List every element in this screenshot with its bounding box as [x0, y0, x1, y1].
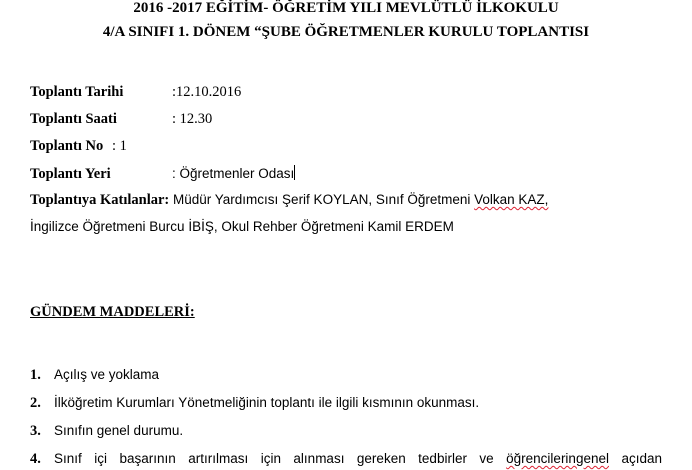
agenda-item-text: Açılış ve yoklama	[54, 367, 160, 382]
agenda-item-1	[30, 367, 159, 384]
participants-label: Toplantıya Katılanlar:	[30, 192, 170, 208]
meeting-time-label: Toplantı Saati	[30, 111, 117, 127]
agenda-item-text-end: açıdan	[608, 451, 662, 466]
agenda-title: GÜNDEM MADDELERİ:	[30, 304, 195, 320]
participants-text: Müdür Yardımcısı Şerif KOYLAN, Sınıf Öğretmeni	[169, 192, 475, 207]
participants-misspelled-name: Volkan KAZ,	[474, 192, 549, 207]
agenda-item-text: İlköğretim Kurumları Yönetmeliğinin toplantı ile ilgili kısmının okunması.	[54, 395, 480, 410]
document-title-line2: 4/A SINIFI 1. DÖNEM “ŞUBE ÖĞRETMENLER KURULU TOPLANTISI	[102, 24, 590, 40]
participants-row	[30, 192, 548, 209]
agenda-item-number: 1.	[30, 367, 41, 383]
meeting-no-label: Toplantı No	[30, 138, 104, 154]
meeting-no-value: : 1	[112, 138, 127, 154]
meeting-date-row	[30, 84, 241, 101]
agenda-item-text: Sınıf içi başarının artırılması için alınması gereken tedbirler ve	[54, 451, 507, 466]
agenda-item-2	[30, 395, 479, 412]
meeting-place-label: Toplantı Yeri	[30, 166, 111, 182]
agenda-item-number: 4.	[30, 451, 41, 467]
document-title-line1: 2016 -2017 EĞİTİM- ÖĞRETİM YILI MEVLÜTLÜ İLKOKULU	[133, 0, 559, 16]
meeting-place-value: : Öğretmenler Odası	[172, 166, 295, 181]
agenda-item-4	[30, 451, 662, 468]
meeting-date-label: Toplantı Tarihi	[30, 84, 124, 100]
meeting-no-row	[30, 138, 127, 155]
meeting-place-row	[30, 165, 295, 183]
participants-row-2: İngilizce Öğretmeni Burcu İBİŞ, Okul Rehber Öğretmeni Kamil ERDEM	[30, 219, 454, 234]
agenda-item-3	[30, 423, 183, 440]
meeting-time-row	[30, 111, 212, 128]
agenda-item-number: 3.	[30, 423, 41, 439]
agenda-item-number: 2.	[30, 395, 41, 411]
meeting-date-value: :12.10.2016	[172, 84, 242, 100]
agenda-item-misspelled-word: öğrencileringenel	[506, 451, 609, 466]
agenda-item-text: Sınıfın genel durumu.	[54, 423, 184, 438]
meeting-time-value: : 12.30	[172, 111, 213, 127]
text-cursor	[294, 165, 295, 180]
